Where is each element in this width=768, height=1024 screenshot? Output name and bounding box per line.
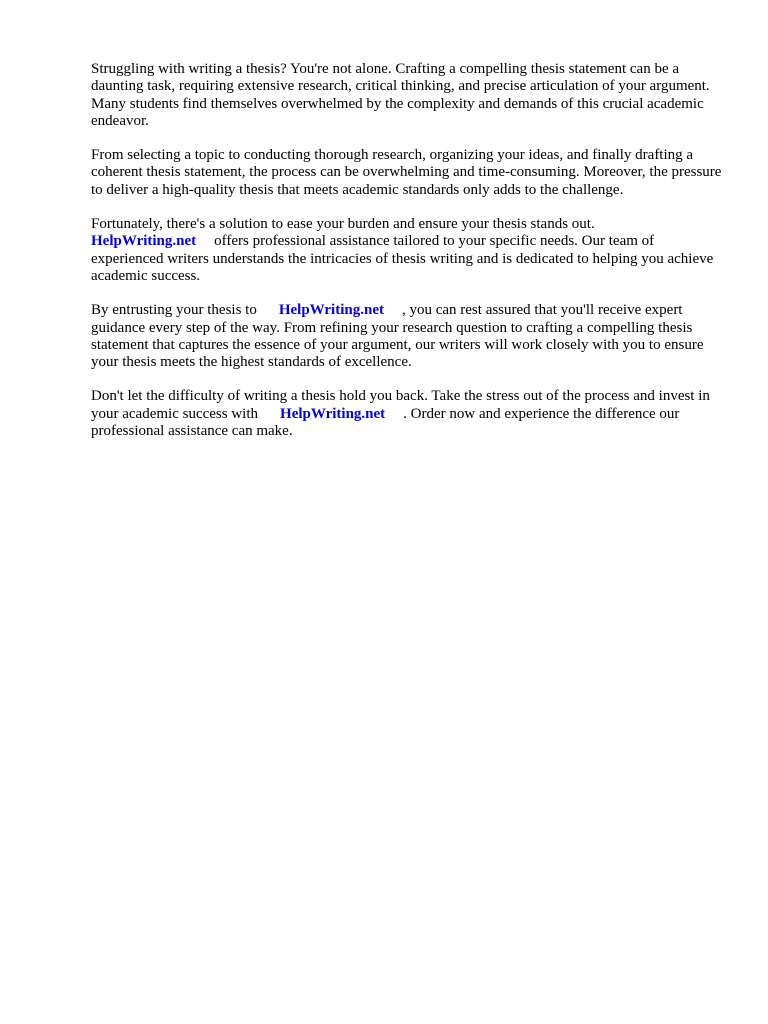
paragraph-closing [91,388,726,440]
paragraph-process: From selecting a topic to conducting thorough research, organizing your ideas, and finally drafting a coherent thesis statement, the process can be overwhelming and time-consuming. Moreover, the pressure to deliver a high-quality thesis that meets academic standards only adds to the challenge. [91,147,722,198]
paragraph-closing-text-before: Don't let the difficulty of writing a thesis hold you back. Take the stress out of the process and invest in your academic success with [91,388,710,422]
document-body [91,61,726,457]
paragraph-entrust [91,302,726,371]
paragraph-closing-text-after: . Order now and experience the difference our professional assistance can make. [91,405,680,440]
paragraph-solution-text-before: Fortunately, there's a solution to ease your burden and ensure your thesis stands out. [91,216,595,233]
helpwriting-link-2[interactable]: HelpWriting.net [278,302,384,319]
helpwriting-link-1[interactable]: HelpWriting.net [91,233,197,250]
helpwriting-link-3[interactable]: HelpWriting.net [280,405,386,422]
paragraph-entrust-text-before: By entrusting your thesis to [91,302,257,319]
paragraph-solution-text-after: offers professional assistance tailored to your specific needs. Our team of experienced writers understands the intricacies of thesis writing and is dedicated to helping you achieve academic success. [91,233,714,284]
paragraph-solution [91,216,726,285]
paragraph-intro: Struggling with writing a thesis? You're not alone. Crafting a compelling thesis statement can be a daunting task, requiring extensive research, critical thinking, and precise articulation of your argument. Many students find themselves overwhelmed by the complexity and demands of this crucial academic endeavor. [91,61,710,129]
paragraph-entrust-text-after: , you can rest assured that you'll receive expert guidance every step of the way. From refining your research question to crafting a compelling thesis statement that captures the essence of your argument, our writers will work closely with you to ensure your thesis meets the highest standards of excellence. [91,302,704,371]
